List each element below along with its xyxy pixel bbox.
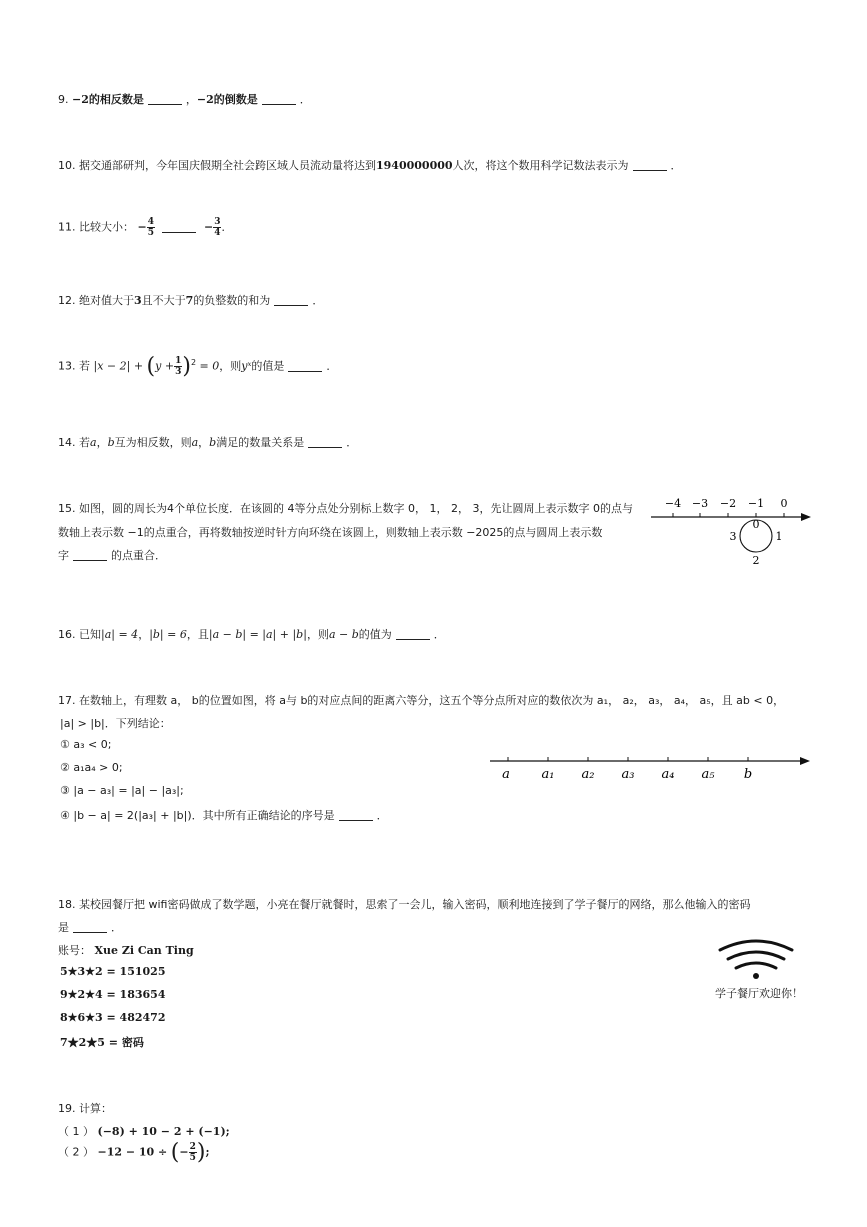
axis-label: −1 xyxy=(747,497,765,510)
question-16: 16. 已知|a| = 4，|b| = 6，且|a − b| = |a| + |b|，则a − b的值为 ． xyxy=(58,628,445,641)
question-15: 15. 如图，圆的周长为4个单位长度．在该圆的 4等分点处分别标上数字 0， 1， 2， 3，先让圆周上表示数字 0的点与 xyxy=(58,502,633,515)
question-18: 18. 某校园餐厅把 wifi密码做成了数学题，小亮在餐厅就餐时，思索了一会儿，输入密码，顺利地连接到了学子餐厅的网络，那么他输入的密码 xyxy=(58,898,751,911)
question-17: 17. 在数轴上，有理数 a， b的位置如图，将 a与 b的对应点间的距离六等分，这五个等分点所对应的数依次为 a₁， a₂， a₃， a₄， a₅，且 ab < 0， xyxy=(58,694,785,707)
code-row: 5★3★2 = 151025 xyxy=(60,965,166,978)
conclusion-3: ③ |a − a₃| = |a| − |a₃|; xyxy=(60,784,184,797)
question-10: 10. 据交通部研判，今年国庆假期全社会跨区域人员流动量将达到1940000000人次，将这个数用科学记数法表示为 ． xyxy=(58,159,682,172)
question-11: 11. 比较大小： − $\frac{4}{5}$ − $\frac{3}{4}$ ． xyxy=(58,217,233,238)
answer-blank[interactable] xyxy=(396,629,430,640)
conclusion-4: ④ |b − a| = 2(|a₃| + |b|)．其中所有正确结论的序号是 ． xyxy=(60,809,388,822)
circle-label: 0 xyxy=(752,518,760,531)
question-14: 14. 若a，b互为相反数，则a，b满足的数量关系是 ． xyxy=(58,436,358,449)
sub-question-2: （ 2 ） −12 − 10 ÷ (− $\frac{2}{5}$ ); xyxy=(58,1140,210,1165)
axis-label: −3 xyxy=(691,497,709,510)
answer-blank[interactable] xyxy=(73,922,107,933)
number-line-figure xyxy=(486,748,816,788)
answer-blank[interactable] xyxy=(162,222,196,233)
answer-blank[interactable] xyxy=(308,437,342,448)
point-label-a5: a₅ xyxy=(701,767,715,782)
answer-blank[interactable] xyxy=(148,94,182,105)
answer-blank[interactable] xyxy=(262,94,296,105)
question-13: 13. 若 |x − 2| + (y + $\frac{1}{3}$ )$^2$ = 0，则yˣ的值是 ． xyxy=(58,354,338,379)
sub-question-1: （ 1 ） (−8) + 10 − 2 + (−1); xyxy=(58,1125,230,1138)
point-label-a3: a₃ xyxy=(621,767,635,782)
wifi-caption: 学子餐厅欢迎你！ xyxy=(715,987,803,1000)
point-label-a1: a₁ xyxy=(541,767,555,782)
question-18-line-2: 是 ． xyxy=(58,921,122,934)
answer-blank[interactable] xyxy=(633,160,667,171)
conclusion-2: ② a₁a₄ > 0; xyxy=(60,761,123,774)
fraction: $\frac{3}{4}$ xyxy=(214,217,221,238)
wifi-icon xyxy=(714,934,798,980)
point-label-a: a xyxy=(502,767,510,782)
point-label-a2: a₂ xyxy=(581,767,595,782)
axis-label: −2 xyxy=(719,497,737,510)
point-label-a4: a₄ xyxy=(661,767,675,782)
question-12: 12. 绝对值大于3且不大于7的负整数的和为 ． xyxy=(58,294,324,307)
question-17-line-2: |a| > |b|．下列结论： xyxy=(60,717,171,730)
question-19: 19. 计算： xyxy=(58,1102,112,1115)
answer-blank[interactable] xyxy=(73,550,107,561)
conclusion-1: ① a₃ < 0; xyxy=(60,738,112,751)
code-row: 7★2★5 = 密码 xyxy=(60,1036,144,1049)
fraction: $\frac{2}{5}$ xyxy=(189,1142,196,1163)
question-15-line-3: 字 的点重合． xyxy=(58,549,166,562)
question-15-line-2: 数轴上表示数 −1的点重合，再将数轴按逆时针方向环绕在该圆上，则数轴上表示数 −2025的点与圆周上表示数 xyxy=(58,526,603,539)
account-line: 账号： Xue Zi Can Ting xyxy=(58,944,194,957)
code-row: 8★6★3 = 482472 xyxy=(60,1011,166,1024)
axis-label: 0 xyxy=(780,497,788,510)
axis-label: −4 xyxy=(664,497,682,510)
code-row: 9★2★4 = 183654 xyxy=(60,988,166,1001)
answer-blank[interactable] xyxy=(274,295,308,306)
answer-blank[interactable] xyxy=(288,361,322,372)
fraction: $\frac{1}{3}$ xyxy=(175,356,182,377)
circle-label: 3 xyxy=(729,530,737,543)
circle-label: 2 xyxy=(752,554,760,567)
circle-label: 1 xyxy=(775,530,783,543)
circle-number-line-figure xyxy=(645,490,815,570)
answer-blank[interactable] xyxy=(339,810,373,821)
question-9: 9. −2的相反数是 ，−2的倒数是 ． xyxy=(58,93,311,106)
point-label-b: b xyxy=(743,767,753,782)
fraction: $\frac{4}{5}$ xyxy=(147,217,154,238)
